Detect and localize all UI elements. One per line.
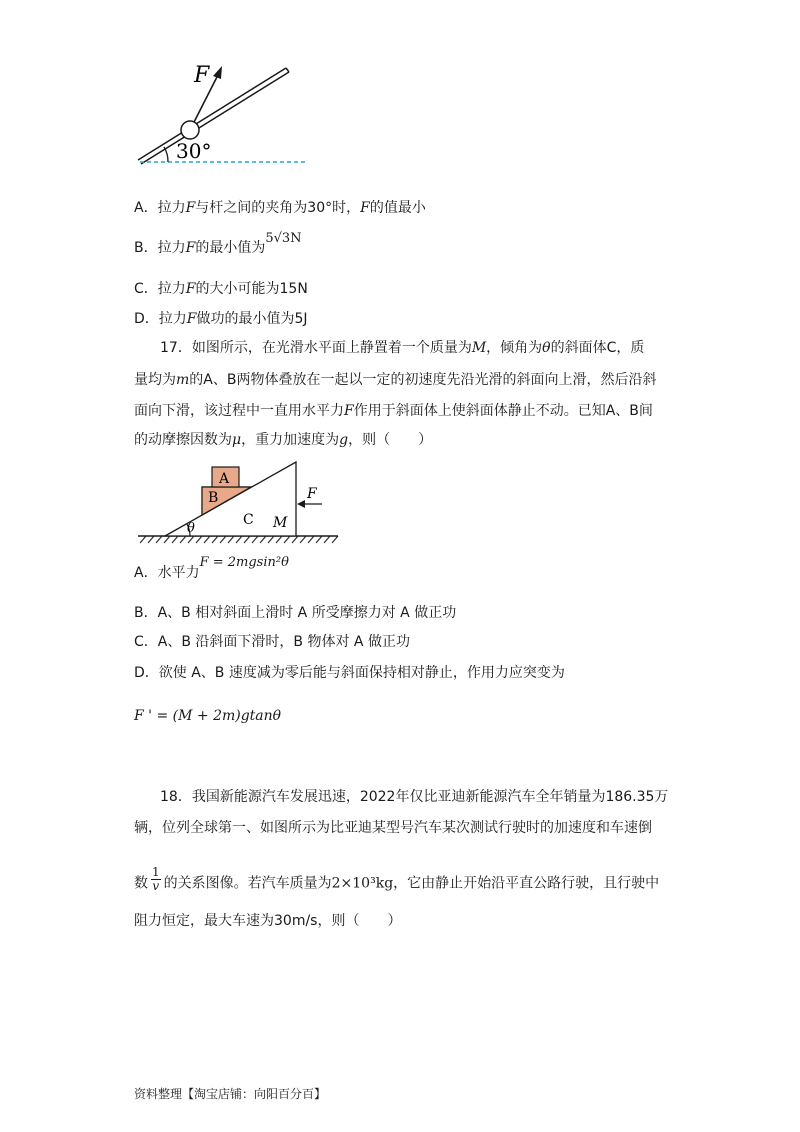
q16-option-b: B．拉力F的最小值为5√3N [134,231,302,256]
q16-option-d: D．拉力F做功的最小值为5J [134,311,308,327]
incline-m-label: M [273,515,288,531]
q17-option-c: C．A、B 沿斜面下滑时，B 物体对 A 做正功 [134,634,410,650]
q17-stem-line2: 量均为m的A、B两物体叠放在一起以一定的初速度先沿光滑的斜面向上滑，然后沿斜 [134,372,657,388]
block-b-label: B [208,490,219,506]
q18-stem-line3: 数 $\frac{1}{v}$ 的关系图像。若汽车质量为2×10³kg，它由静止开始沿平直公路行驶，且行驶中 [134,865,660,893]
q16-option-a: A．拉力F与杆之间的夹角为30°时，F的值最小 [134,200,426,216]
footer-note: 资料整理【淘宝店铺：向阳百分百】 [134,1087,327,1101]
theta-label: θ [187,521,195,536]
q18-stem-line4: 阻力恒定，最大车速为30m/s，则（ ） [134,913,402,929]
q17-option-b: B．A、B 相对斜面上滑时 A 所受摩擦力对 A 做正功 [134,605,457,621]
q17-option-d: D．欲使 A、B 速度减为零后能与斜面保持相对静止，作用力应突变为 [134,665,565,681]
incline-c-label: C [243,512,254,528]
push-force-label: F [307,486,317,502]
q17-option-a: A．水平力F = 2mgsin²θ [134,555,289,581]
q16-option-c: C．拉力F的大小可能为15N [134,281,308,297]
force-label: F [194,63,210,88]
angle-label: 30° [176,139,212,163]
q17-stem-line4: 的动摩擦因数为μ，重力加速度为g，则（ ） [134,432,433,448]
inverse-speed-fraction: $\frac{1}{v}$ [152,865,160,893]
q18-stem-line2: 辆，位列全球第一、如图所示为比亚迪某型号汽车某次测试行驶时的加速度和车速倒 [134,820,652,836]
q17-option-d-formula: F ' = (M + 2m)gtanθ [134,708,282,724]
q17-stem-line1: 17．如图所示，在光滑水平面上静置着一个质量为M，倾角为θ的斜面体C，质 [160,340,645,356]
q18-stem-line1: 18．我国新能源汽车发展迅速，2022年仅比亚迪新能源汽车全年销量为186.35万 [160,789,669,805]
block-a-label: A [219,471,230,487]
q17-stem-line3: 面向下滑，该过程中一直用水平力F作用于斜面体上使斜面体静止不动。已知A、B间 [134,403,653,419]
